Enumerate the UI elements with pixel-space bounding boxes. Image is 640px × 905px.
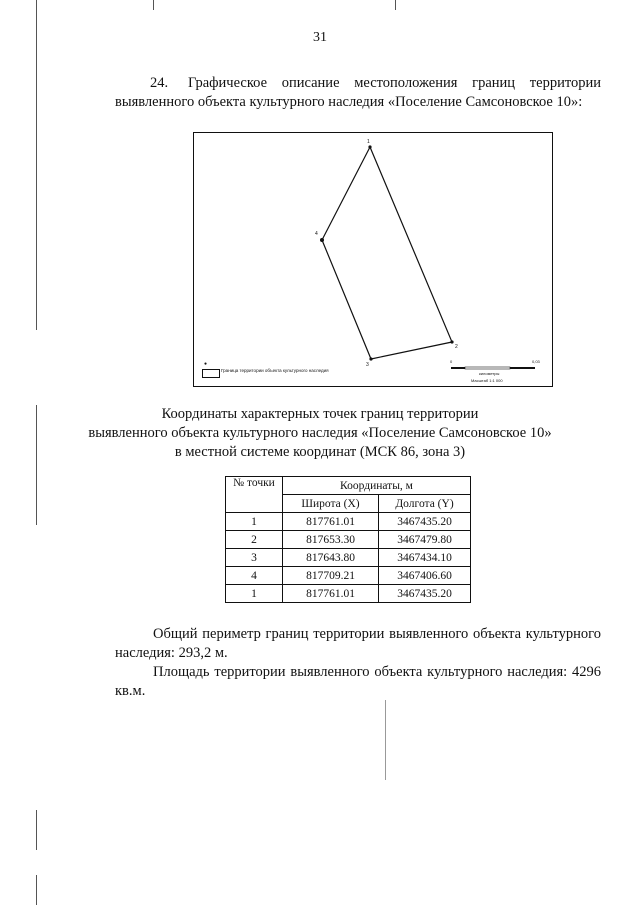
section-heading: [115, 74, 601, 112]
cell-point: 2: [226, 531, 283, 549]
cell-longitude: 3467479.80: [379, 531, 471, 549]
cell-point: 1: [226, 513, 283, 531]
section-text: Графическое описание местоположения границ территории выявленного объекта культурного наследия «Поселение Самсоновское 10»:: [115, 75, 601, 110]
scan-mark: [395, 0, 396, 10]
table-row: [226, 567, 471, 585]
coordinates-table: [225, 476, 471, 603]
scale-bar-segment: [451, 367, 465, 369]
page-number: 31: [313, 30, 327, 45]
section-number: 24.: [150, 75, 169, 91]
boundary-point-4: [320, 238, 324, 242]
perimeter-text: Общий периметр границ территории выявленного объекта культурного наследия: 293,2 м.: [115, 626, 601, 661]
caption-line: в местной системе координат (МСК 86, зона 3): [174, 444, 466, 460]
point-label-3: 3: [366, 362, 369, 368]
cell-latitude: 817643.80: [283, 549, 379, 567]
table-row: [226, 513, 471, 531]
cell-longitude: 3467435.20: [379, 585, 471, 603]
legend-swatch: [202, 369, 220, 378]
cell-latitude: 817761.01: [283, 585, 379, 603]
cell-latitude: 817761.01: [283, 513, 379, 531]
scale-unit-label: километры: [479, 371, 500, 376]
point-label-4: 4: [315, 231, 318, 237]
boundary-map-drawing: [194, 133, 554, 388]
table-row: [226, 549, 471, 567]
scan-edge-line: [36, 875, 37, 905]
boundary-point-3: [369, 357, 372, 360]
cell-latitude: 817653.30: [283, 531, 379, 549]
scale-ratio-label: Масштаб 1:1 000: [471, 378, 503, 383]
boundary-point-1: [368, 145, 371, 148]
cell-point: 4: [226, 567, 283, 585]
scale-bar-segment: [510, 367, 535, 369]
cell-longitude: 3467434.10: [379, 549, 471, 567]
scan-edge-line: [36, 0, 37, 330]
scale-bar-segment: [465, 367, 510, 369]
area-text: Площадь территории выявленного объекта культурного наследия: 4296 кв.м.: [115, 664, 601, 699]
scale-start-label: 0: [450, 359, 453, 364]
legend-label: Граница территории объекта культурного наследия: [221, 368, 329, 373]
table-row: [226, 531, 471, 549]
header-point-number: № точки: [226, 477, 283, 513]
caption-line: Координаты характерных точек границ территории: [161, 406, 479, 422]
legend-marker: ●: [204, 361, 208, 367]
header-latitude: Широта (X): [283, 495, 379, 513]
perimeter-paragraph: [115, 625, 601, 663]
cell-point: 3: [226, 549, 283, 567]
point-label-2: 2: [455, 344, 458, 350]
scan-mark: [153, 0, 154, 10]
cell-latitude: 817709.21: [283, 567, 379, 585]
area-paragraph: [115, 663, 601, 701]
boundary-map: [193, 132, 553, 387]
scan-mark: [385, 700, 386, 780]
caption-line: выявленного объекта культурного наследия «Поселение Самсоновское 10»: [88, 425, 552, 441]
coordinates-caption: [0, 405, 640, 462]
point-label-1: 1: [367, 139, 370, 145]
cell-longitude: 3467435.20: [379, 513, 471, 531]
scale-end-label: 0,03: [532, 359, 540, 364]
boundary-point-2: [450, 340, 453, 343]
cell-longitude: 3467406.60: [379, 567, 471, 585]
header-coordinates: Координаты, м: [283, 477, 471, 495]
header-longitude: Долгота (Y): [379, 495, 471, 513]
boundary-polygon: [322, 147, 452, 359]
scan-edge-line: [36, 810, 37, 850]
cell-point: 1: [226, 585, 283, 603]
table-row: [226, 585, 471, 603]
